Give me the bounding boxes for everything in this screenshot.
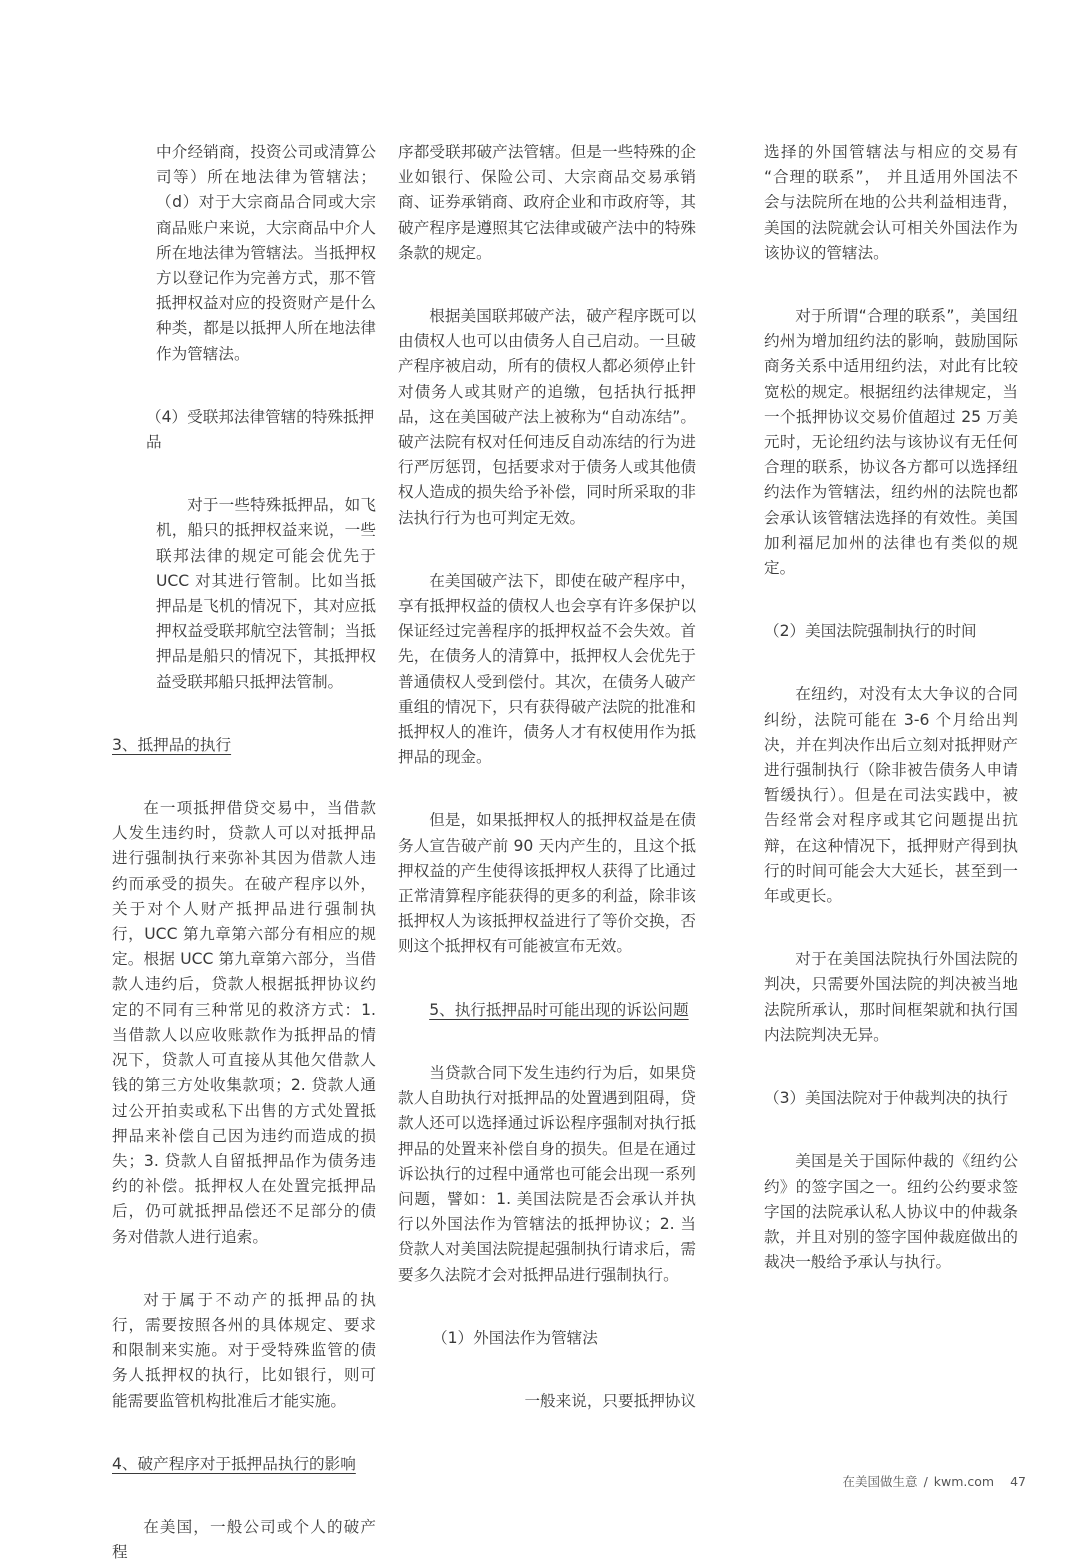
paragraph: 在一项抵押借贷交易中，当借款人发生违约时，贷款人可以对抵押品进行强制执行来弥补其因为借款人违约而承受的损失。在破产程序以外，关于对个人财产抵押品进行强制执行，UCC 第九章第六部分有相应的规定。根据 UCC 第九章第六部分，当借款人违约后，贷款人根据抵押协议约定的不同有三种常见的救济方式：1. 当借款人以应收账款作为抵押品的情况下，贷款人可直接从其他欠借款人钱的第三方处收集款项；2. 贷款人通过公开拍卖或私下出售的方式处置抵押品来补偿自己因为违约而造成的损失；3. 贷款人自留抵押品作为债务违约的补偿。抵押权人在处置完抵押品后，仍可就抵押品偿还不足部分的债务对借款人进行追索。 (112, 799, 376, 1246)
paragraph: 序都受联邦破产法管辖。但是一些特殊的企业如银行、保险公司、大宗商品交易承销商、证券承销商、政府企业和市政府等，其破产程序是遵照其它法律或破产法中的特殊条款的规定。 (398, 143, 696, 262)
section-heading: 5、执行抵押品时可能出现的诉讼问题 (429, 1000, 689, 1019)
section-heading: 4、破产程序对于抵押品执行的影响 (112, 1454, 356, 1473)
paragraph: 在纽约，对没有太大争议的合同纠纷，法院可能在 3-6 个月给出判决，并在判决作出后立刻对抵押财产进行强制执行（除非被告债务人申请暂缓执行）。但是在司法实践中，被告经常会对程序或其它问题提出抗辩，在这种情况下，抵押财产得到执行的时间可能会大大延长，甚至到一年或更长。 (764, 685, 1018, 906)
page-footer (843, 1472, 1026, 1490)
column-1 (112, 140, 376, 1565)
website-link[interactable]: kwm.com (933, 1474, 995, 1489)
paragraph: 对于所谓“合理的联系”，美国纽约州为增加纽约法的影响，鼓励国际商务关系中适用纽约法，对此有比较宽松的规定。根据纽约法律规定，当一个抵押协议交易价值超过 25 万美元时，无论纽约法与该协议有无任何合理的联系，协议各方都可以选择纽约法作为管辖法，纽约州的法院也都会承认该管辖法选择的有效性。美国加利福尼加州的法律也有类似的规定。 (764, 307, 1018, 578)
paragraph: 对于一些特殊抵押品，如飞机，船只的抵押权益来说，一些联邦法律的规定可能会优先于 UCC 对其进行管制。比如当抵押品是飞机的情况下，其对应抵押权益受联邦航空法管制；当抵押品是船只的情况下，其抵押权益受联邦船只抵押法管制。 (156, 496, 376, 691)
paragraph: 选择的外国管辖法与相应的交易有 “合理的联系”， 并且适用外国法不会与法院所在地的公共利益相违背，美国的法院就会认可相关外国法作为该协议的管辖法。 (764, 143, 1018, 262)
section-heading: （2）美国法院强制执行的时间 (764, 622, 977, 641)
paragraph: 一般来说，只要抵押协议 (524, 1391, 696, 1410)
section-heading: 3、抵押品的执行 (112, 735, 232, 754)
paragraph: 对于在美国法院执行外国法院的判决，只需要外国法院的判决被当地法院所承认，那时间框架就和执行国内法院判决无异。 (764, 950, 1018, 1044)
footer-separator: / (923, 1474, 928, 1489)
page-number: 47 (1010, 1474, 1026, 1489)
publication-title: 在美国做生意 (842, 1474, 918, 1489)
section-heading: （1）外国法作为管辖法 (432, 1328, 598, 1347)
section-heading: （4）受联邦法律管辖的特殊抵押品 (146, 407, 375, 452)
paragraph: 美国是关于国际仲裁的《纽约公约》的签字国之一。纽约公约要求签字国的法院承认私人协议中的仲裁条款，并且对别的签字国仲裁庭做出的裁决一般给予承认与执行。 (764, 1152, 1018, 1272)
paragraph: 在美国破产法下，即使在破产程序中，享有抵押权益的债权人也会享有许多保护以保证经过完善程序的抵押权益不会失效。首先，在债务人的清算中，抵押权人会优先于普通债权人受到偿付。其次，在债务人破产重组的情况下，只有获得破产法院的批准和抵押权人的准许，债务人才有权使用作为抵押品的现金。 (398, 571, 696, 767)
paragraph: 中介经销商，投资公司或清算公司等）所在地法律为管辖法；（d）对于大宗商品合同或大宗商品账户来说，大宗商品中介人所在地法律为管辖法。当抵押权方以登记作为完善方式，那不管抵押权益对应的投资财产是什么种类，都是以抵押人所在地法律作为管辖法。 (156, 143, 376, 363)
paragraph: 当贷款合同下发生违约行为后，如果贷款人自助执行对抵押品的处置遇到阻碍，贷款人还可以选择通过诉讼程序强制对执行抵押品的处置来补偿自身的损失。但是在通过诉讼执行的过程中通常也可能会出现一系列问题，譬如：1. 美国法院是否会承认并执行以外国法作为管辖法的抵押协议；2. 当贷款人对美国法院提起强制执行请求后，需要多久法院才会对抵押品进行强制执行。 (398, 1063, 696, 1284)
paragraph: 在美国，一般公司或个人的破产程 (112, 1517, 376, 1562)
column-3 (764, 140, 1018, 1275)
paragraph: 对于属于不动产的抵押品的执行，需要按照各州的具体规定、要求和限制来实施。对于受特殊监管的债务人抵押权的执行，比如银行，则可能需要监管机构批准后才能实施。 (112, 1290, 376, 1410)
paragraph: 但是，如果抵押权人的抵押权益是在债务人宣告破产前 90 天内产生的，且这个抵押权益的产生使得该抵押权人获得了比通过正常清算程序能获得的更多的利益，除非该抵押权人为该抵押权益进行了等价交换，否则这个抵押权有可能被宣布无效。 (398, 811, 696, 956)
section-heading: （3）美国法院对于仲裁判决的执行 (764, 1089, 1008, 1108)
column-2 (398, 140, 696, 1414)
paragraph: 根据美国联邦破产法，破产程序既可以由债权人也可以由债务人自己启动。一旦破产程序被启动，所有的债权人都必须停止针对债务人或其财产的追缴，包括执行抵押品，这在美国破产法上被称为“自动冻结”。破产法院有权对任何违反自动冻结的行为进行严厉惩罚，包括要求对于债务人或其他债权人造成的损失给予补偿，同时所采取的非法执行行为也可判定无效。 (398, 307, 696, 527)
